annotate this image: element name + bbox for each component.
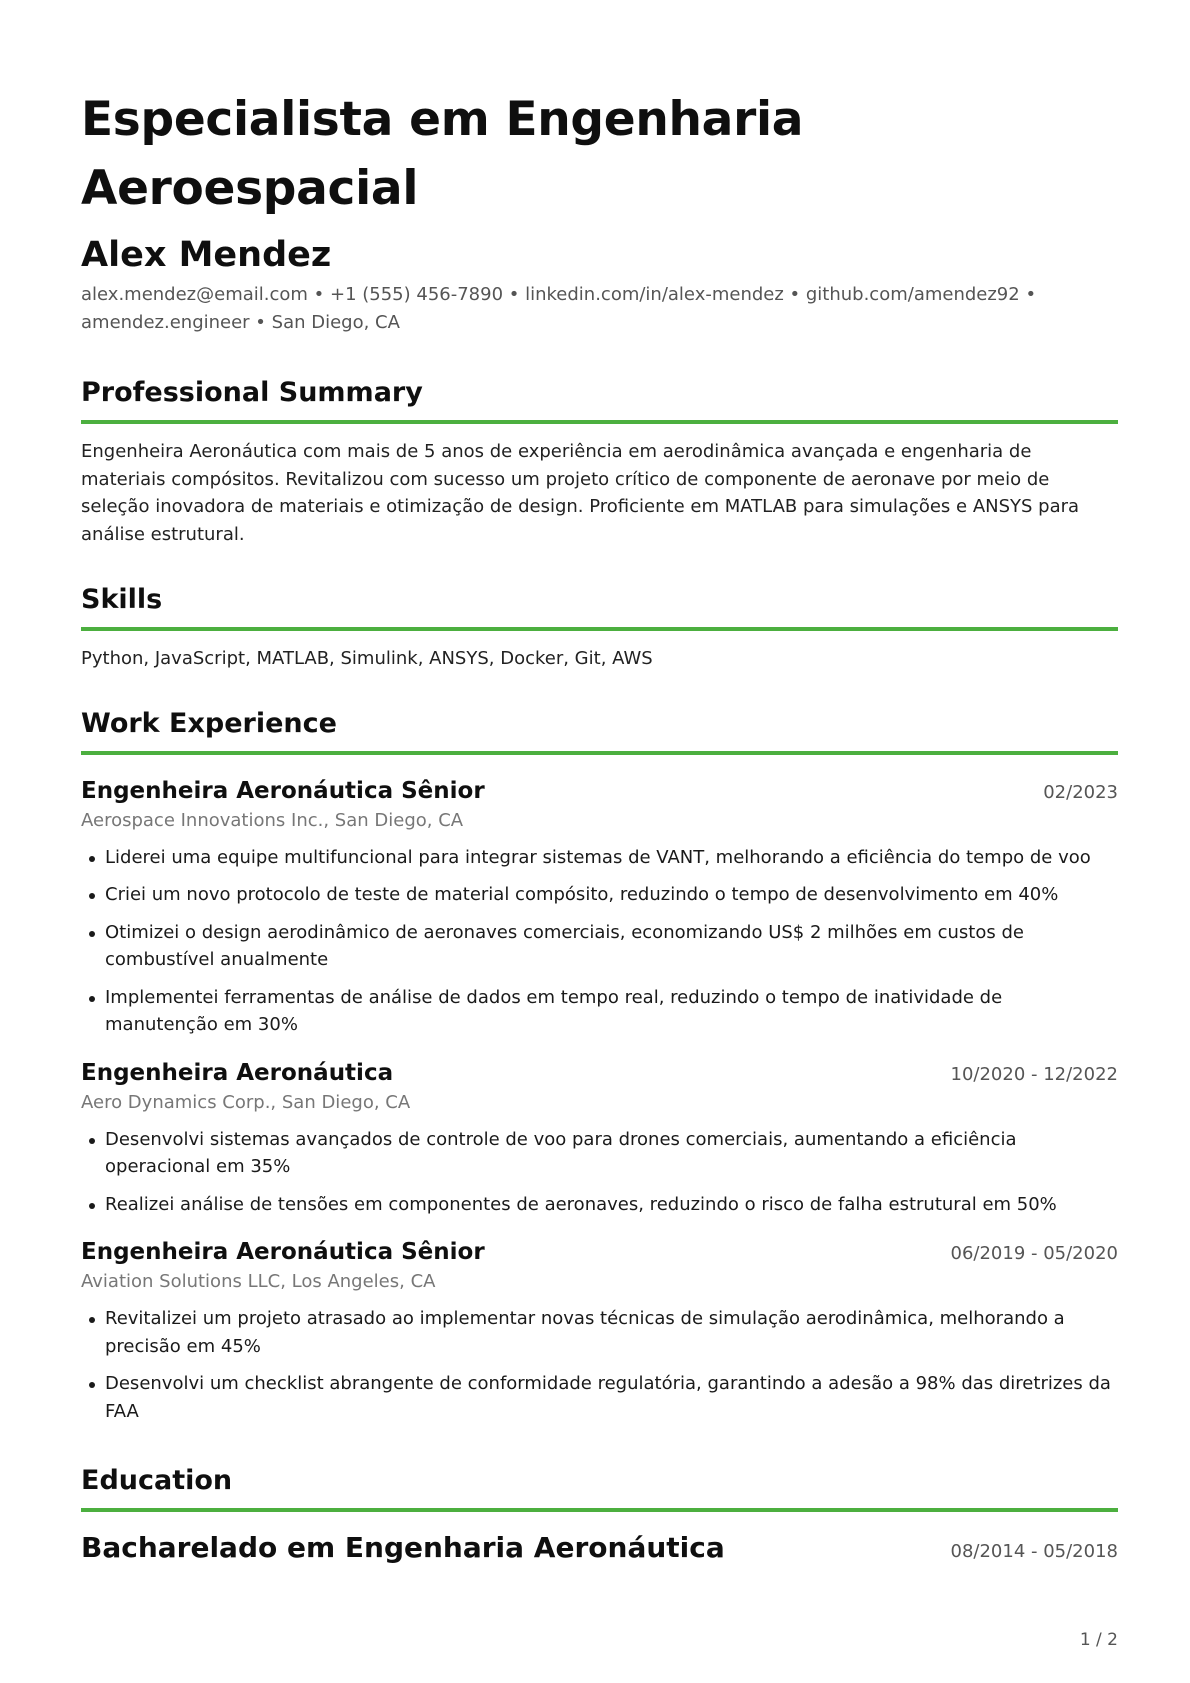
page-number: 1 / 2 xyxy=(1079,1630,1118,1650)
job-bullets xyxy=(81,844,1118,1039)
job-bullet: Desenvolvi sistemas avançados de controle de voo para drones comerciais, aumentando a eficiência operacional em 35% xyxy=(81,1126,1118,1181)
resume-page xyxy=(81,0,1118,1566)
work-experience-section xyxy=(81,706,1118,1426)
job-title: Engenheira Aeronáutica Sênior xyxy=(81,777,485,804)
education-heading: Education xyxy=(81,1463,1118,1512)
job-title: Engenheira Aeronáutica Sênior xyxy=(81,1239,485,1265)
job-bullet: Desenvolvi um checklist abrangente de conformidade regulatória, garantindo a adesão a 98% das diretrizes da FAA xyxy=(81,1370,1118,1425)
job-bullet: Revitalizei um projeto atrasado ao implementar novas técnicas de simulação aerodinâmica, melhorando a precisão em 45% xyxy=(81,1305,1118,1360)
job-bullet: Implementei ferramentas de análise de dados em tempo real, reduzindo o tempo de inatividade de manutenção em 30% xyxy=(81,984,1118,1039)
job-company: Aero Dynamics Corp., San Diego, CA xyxy=(81,1091,411,1113)
education-date: 08/2014 - 05/2018 xyxy=(950,1541,1118,1562)
job-bullet: Realizei análise de tensões em componentes de aeronaves, reduzindo o risco de falha estrutural em 50% xyxy=(81,1191,1118,1219)
job-entry xyxy=(81,1236,1118,1425)
summary-heading: Professional Summary xyxy=(81,375,1118,424)
job-bullets xyxy=(81,1126,1118,1219)
job-bullet: Liderei uma equipe multifuncional para integrar sistemas de VANT, melhorando a eficiência do tempo de voo xyxy=(81,844,1118,872)
contact-line: alex.mendez@email.com • +1 (555) 456-7890 • linkedin.com/in/alex-mendez • github.com/amendez92 • amendez.engineer • San Diego, CA xyxy=(81,284,1037,333)
skills-section xyxy=(81,582,1118,673)
education-entry xyxy=(81,1530,1118,1566)
job-date: 06/2019 - 05/2020 xyxy=(950,1243,1118,1264)
job-header xyxy=(81,1236,1118,1268)
job-bullet: Criei um novo protocolo de teste de material compósito, reduzindo o tempo de desenvolvimento em 40% xyxy=(81,881,1118,909)
job-bullets xyxy=(81,1305,1118,1425)
job-entry xyxy=(81,1057,1118,1219)
job-date: 02/2023 xyxy=(1043,781,1118,803)
skills-heading: Skills xyxy=(81,582,1118,631)
skills-text: Python, JavaScript, MATLAB, Simulink, ANSYS, Docker, Git, AWS xyxy=(81,648,653,669)
candidate-name: Alex Mendez xyxy=(81,235,332,275)
job-date: 10/2020 - 12/2022 xyxy=(950,1063,1118,1085)
education-degree: Bacharelado em Engenharia Aeronáutica xyxy=(81,1531,725,1564)
job-title: Engenheira Aeronáutica xyxy=(81,1059,394,1086)
job-list xyxy=(81,775,1118,1426)
summary-section xyxy=(81,375,1118,548)
summary-text: Engenheira Aeronáutica com mais de 5 anos de experiência em aerodinâmica avançada e engenharia de materiais compósitos. Revitalizou com sucesso um projeto crítico de componente de aeronave por meio de seleção inovadora de materiais e otimização de design. Proficiente em MATLAB para simulações e ANSYS para análise estrutural. xyxy=(81,441,1080,545)
job-entry xyxy=(81,775,1118,1039)
work-experience-heading: Work Experience xyxy=(81,706,1118,755)
job-header xyxy=(81,1057,1118,1089)
job-header xyxy=(81,775,1118,807)
job-company: Aviation Solutions LLC, Los Angeles, CA xyxy=(81,1271,436,1292)
resume-title: Especialista em Engenharia Aeroespacial xyxy=(81,92,804,216)
education-section xyxy=(81,1463,1118,1566)
job-bullet: Otimizei o design aerodinâmico de aeronaves comerciais, economizando US$ 2 milhões em custos de combustível anualmente xyxy=(81,919,1118,974)
job-company: Aerospace Innovations Inc., San Diego, CA xyxy=(81,809,464,831)
